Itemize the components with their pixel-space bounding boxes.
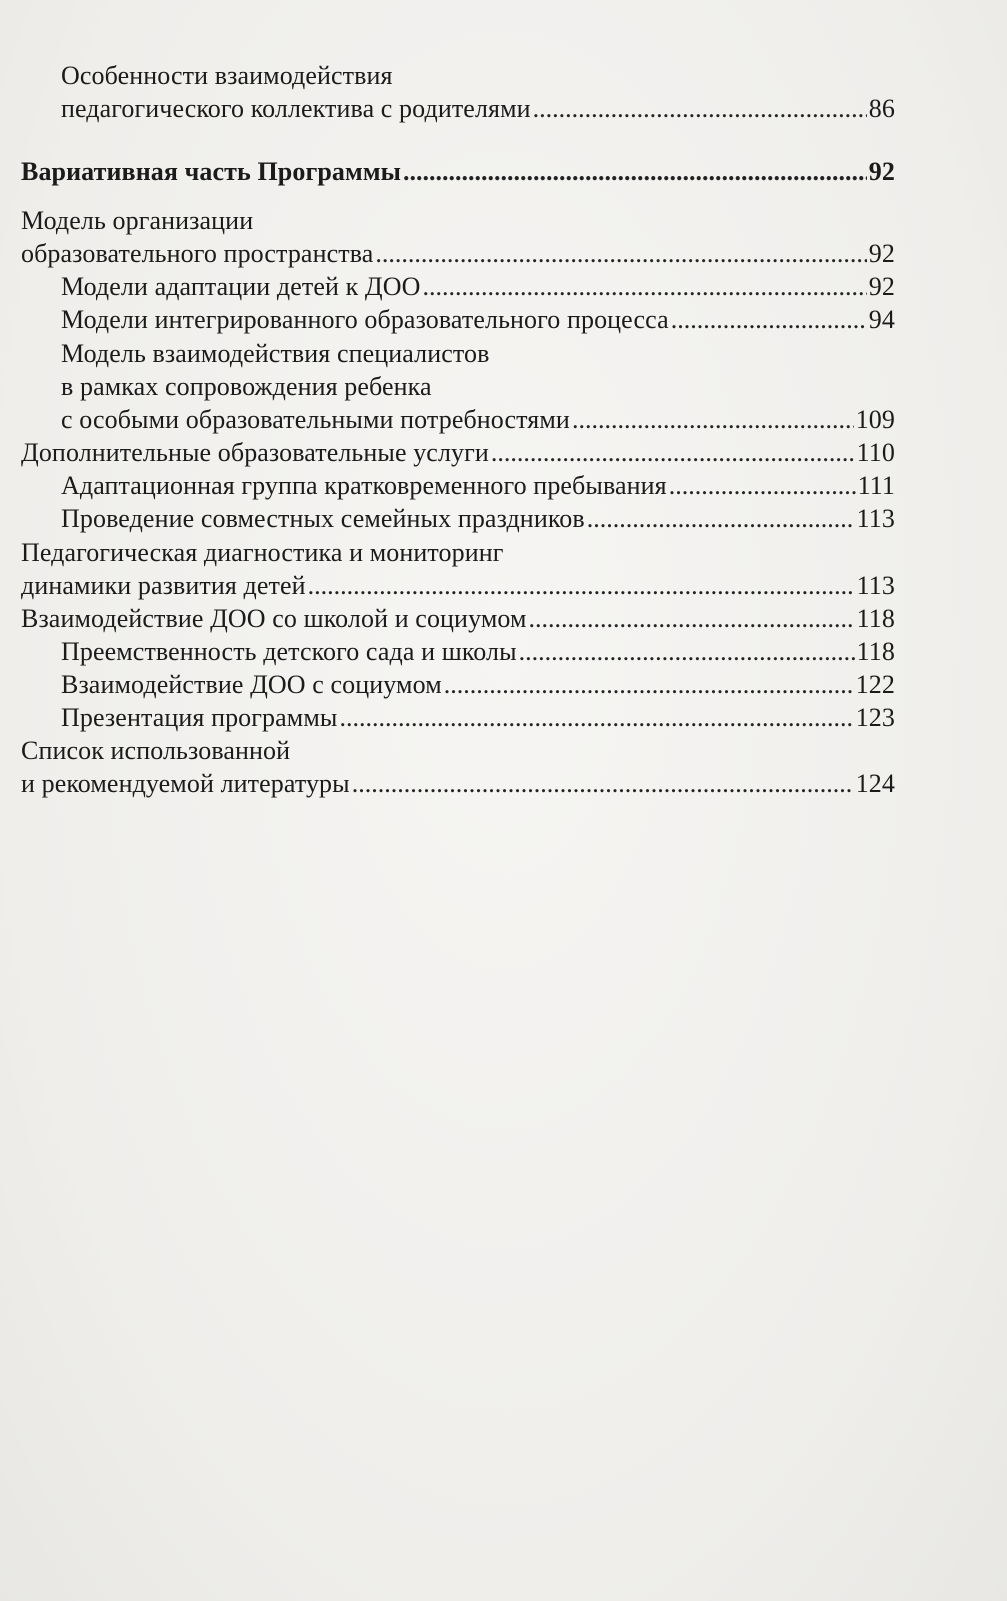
- toc-entry-page-number: 111: [857, 471, 895, 500]
- toc-entry-page-number: 110: [856, 438, 895, 467]
- toc-entry-page-number: 109: [855, 405, 895, 434]
- toc-entry-title-line: Модель взаимодействия специалистов: [61, 339, 490, 368]
- toc-entry-leader: [21, 603, 895, 635]
- dot-leader: [587, 503, 855, 535]
- toc-entry-title-line: Модель организации: [21, 206, 254, 235]
- toc-entry-page-number: 92: [868, 272, 895, 301]
- toc-entry-page-number: 124: [855, 769, 895, 798]
- toc-entry-leader: [61, 702, 895, 734]
- toc-entry-title-line: Взаимодействие ДОО с социумом: [61, 670, 442, 699]
- toc-entry-title-line: динамики развития детей: [21, 571, 306, 600]
- toc-entry-title-line: Модели адаптации детей к ДОО: [61, 272, 421, 301]
- toc-entry-title-line: и рекомендуемой литературы: [21, 769, 350, 798]
- toc-entry-title-line: Особенности взаимодействия: [61, 61, 393, 90]
- toc-section-title: Вариативная часть Программы: [21, 157, 402, 186]
- toc-entry-title-line: педагогического коллектива с родителями: [61, 94, 531, 123]
- toc-entry-page-number: 113: [856, 504, 895, 533]
- toc-entry-leader: [61, 93, 895, 125]
- toc-entry-leader: [21, 437, 895, 469]
- toc-entry-page-number: 94: [868, 305, 895, 334]
- toc-entry-title-line: с особыми образовательными потребностями: [61, 405, 570, 434]
- dot-leader: [519, 636, 855, 668]
- dot-leader: [533, 93, 867, 125]
- toc-entry-title-line: Модели интегрированного образовательного процесса: [61, 305, 669, 334]
- toc-entry-leader: [21, 156, 895, 188]
- dot-leader: [308, 570, 855, 602]
- dot-leader: [423, 271, 867, 303]
- dot-leader: [491, 437, 855, 469]
- toc-entry-leader: [61, 636, 895, 668]
- toc-entry-leader: [61, 503, 895, 535]
- toc-entry-title-line: Проведение совместных семейных праздников: [61, 504, 585, 533]
- toc-entry-title-line: образовательного пространства: [21, 239, 374, 268]
- dot-leader: [403, 156, 867, 188]
- toc-entry-leader: [61, 271, 895, 303]
- toc-entry-title-line: Дополнительные образовательные услуги: [21, 438, 489, 467]
- dot-leader: [529, 603, 855, 635]
- toc-entry-title-line: в рамках сопровождения ребенка: [61, 372, 432, 401]
- dot-leader: [375, 238, 866, 270]
- toc-entry-leader: [61, 470, 895, 502]
- dot-leader: [444, 669, 854, 701]
- dot-leader: [669, 470, 856, 502]
- toc-entry-page-number: 122: [855, 670, 895, 699]
- dot-leader: [572, 404, 854, 436]
- dot-leader: [339, 702, 853, 734]
- toc-entry-title-line: Взаимодействие ДОО со школой и социумом: [21, 604, 527, 633]
- toc-entry-page-number: 118: [856, 637, 895, 666]
- toc-entry-page-number: 86: [868, 94, 895, 123]
- toc-entry-leader: [61, 404, 895, 436]
- dot-leader: [671, 304, 867, 336]
- toc-entry-page-number: 113: [856, 571, 895, 600]
- toc-entry-page-number: 118: [856, 604, 895, 633]
- dot-leader: [352, 768, 854, 800]
- toc-entry-leader: [21, 570, 895, 602]
- toc-entry-title-line: Педагогическая диагностика и мониторинг: [21, 538, 504, 567]
- toc-entry-title-line: Список использованной: [21, 736, 291, 765]
- toc-entry-title-line: Презентация программы: [61, 703, 338, 732]
- toc-entry-leader: [61, 304, 895, 336]
- toc-entry-title-line: Адаптационная группа кратковременного пребывания: [61, 471, 667, 500]
- toc-entry-page-number: 92: [868, 239, 895, 268]
- toc-entry-page-number: 92: [868, 157, 895, 186]
- toc-entry-leader: [21, 238, 895, 270]
- toc-entry-leader: [61, 669, 895, 701]
- toc-entry-leader: [21, 768, 895, 800]
- toc-entry-title-line: Преемственность детского сада и школы: [61, 637, 517, 666]
- toc-entry-page-number: 123: [855, 703, 895, 732]
